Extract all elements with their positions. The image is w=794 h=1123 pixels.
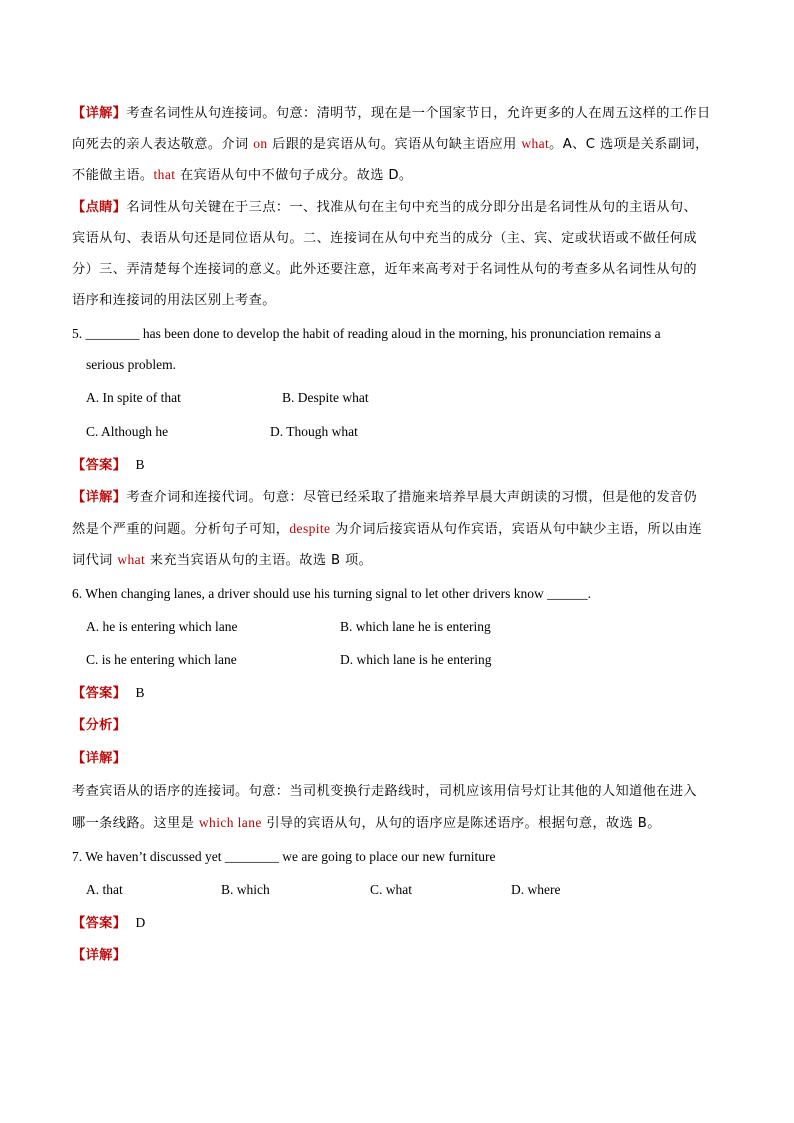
- q6-option-d: D. which lane is he entering: [340, 652, 492, 667]
- q4-analysis-line-3: 不能做主语。that 在宾语从句中不做句子成分。故选 D。: [72, 167, 413, 183]
- q5-analysis-line-1: 【详解】考查介词和连接代词。句意：尽管已经采取了措施来培养早晨大声朗读的习惯，但是他的发音仍: [72, 490, 698, 505]
- q6-option-b: B. which lane he is entering: [340, 619, 491, 634]
- q5-analysis-line-3: 词代词 what 来充当宾语从句的主语。故选 B 项。: [72, 552, 373, 568]
- q6-option-a: A. he is entering which lane: [86, 619, 238, 634]
- q6-answer: 【答案】 B: [72, 685, 145, 701]
- q7-stem: 7. We haven’t discussed yet ________ we are going to place our new furniture: [72, 849, 496, 864]
- q5-answer: 【答案】 B: [72, 457, 145, 473]
- q6-detail: 【详解】: [72, 751, 127, 766]
- q6-detail-line-1: 考查宾语从的语序的连接词。句意：当司机变换行走路线时，司机应该用信号灯让其他的人知道他在进入: [72, 784, 698, 799]
- q5-stem-line-1: 5. ________ has been done to develop the habit of reading aloud in the morning, his pronunciation remains a: [72, 326, 661, 341]
- q4-analysis-line-1: 【详解】考查名词性从句连接词。句意：清明节，现在是一个国家节日，允许更多的人在周五这样的工作日: [72, 106, 711, 121]
- q5-option-d: D. Though what: [270, 424, 358, 439]
- q4-tip-line-3: 分）三、弄清楚每个连接词的意义。此外还要注意，近年来高考对于名词性从句的考查多从名词性从句的: [72, 262, 698, 277]
- q7-detail: 【详解】: [72, 948, 127, 963]
- q7-option-a: A. that: [86, 882, 123, 897]
- q6-option-c: C. is he entering which lane: [86, 652, 237, 667]
- q5-option-b: B. Despite what: [282, 390, 369, 405]
- q4-tip-line-2: 宾语从句、表语从句还是同位语从句。二、连接词在从句中充当的成分（主、宾、定或状语或不做任何成: [72, 231, 698, 246]
- tip-tag: 【点睛】: [72, 200, 127, 215]
- q7-option-d: D. where: [511, 882, 561, 897]
- q6-stem: 6. When changing lanes, a driver should use his turning signal to let other drivers know ______.: [72, 586, 592, 601]
- q7-answer: 【答案】 D: [72, 915, 146, 931]
- q7-option-b: B. which: [221, 882, 270, 897]
- q5-stem-line-2: serious problem.: [86, 357, 176, 372]
- q4-tip-line-4: 语序和连接词的用法区别上考查。: [72, 293, 276, 308]
- q6-fenxi: 【分析】: [72, 718, 127, 733]
- detail-tag: 【详解】: [72, 106, 127, 121]
- q6-detail-line-2: 哪一条线路。这里是 which lane 引导的宾语从句，从句的语序应是陈述语序。根据句意，故选 B。: [72, 815, 661, 831]
- q5-option-a: A. In spite of that: [86, 390, 181, 405]
- q5-option-c: C. Although he: [86, 424, 169, 439]
- q4-tip-line-1: 【点睛】名词性从句关键在于三点：一、找准从句在主句中充当的成分即分出是名词性从句的主语从句、: [72, 200, 698, 215]
- q7-option-c: C. what: [370, 882, 412, 897]
- q5-analysis-line-2: 然是个严重的问题。分析句子可知，despite 为介词后接宾语从句作宾语，宾语从句中缺少主语，所以由连: [72, 521, 702, 537]
- q4-analysis-line-2: 向死去的亲人表达敬意。介词 on 后跟的是宾语从句。宾语从句缺主语应用 what。A、C 选项是关系副词，: [72, 136, 709, 152]
